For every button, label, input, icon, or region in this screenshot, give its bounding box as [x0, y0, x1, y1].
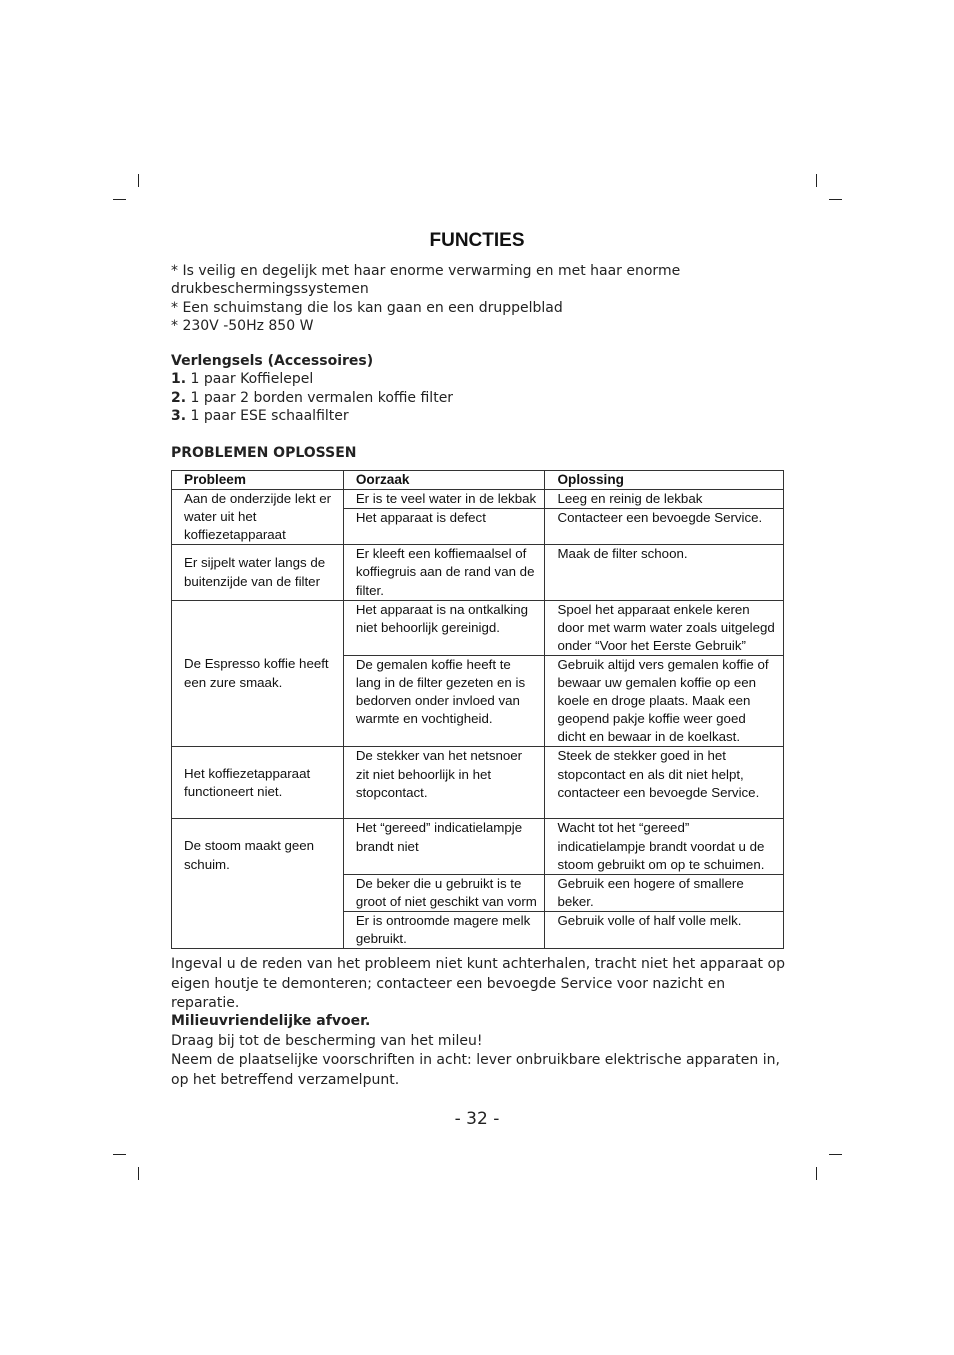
accessories-section [171, 352, 791, 425]
features-list [171, 262, 791, 335]
item-text: 1 paar 2 borden vermalen koffie filter [190, 389, 454, 406]
problem-cell: De stoom maakt geen schuim. [172, 819, 344, 949]
table-row [172, 600, 784, 655]
cause-cell: Het “gereed” indicatielampje brandt niet [343, 819, 545, 874]
problem-cell: Aan de onderzijde lekt er water uit het koffiezetapparaat [172, 490, 344, 545]
cause-cell: De gemalen koffie heeft te lang in de filter gezeten en is bedorven onder invloed van warmte en vochtigheid. [343, 655, 545, 746]
solution-cell: Wacht tot het “gereed” indicatielampje brandt voordat u de stoom gebruikt om op te schuimen. [545, 819, 784, 874]
solution-cell: Steek de stekker goed in het stopcontact en als dit niet helpt, contacteer een bevoegde Service. [545, 747, 784, 819]
table-row [172, 545, 784, 600]
page-title: FUNCTIES [429, 230, 525, 251]
crop-mark [816, 174, 817, 187]
page-number: - 32 - [454, 1109, 500, 1129]
crop-mark [816, 1167, 817, 1180]
crop-mark [113, 1154, 126, 1155]
column-header-problem: Probleem [172, 471, 344, 490]
item-number: 3. [171, 407, 187, 424]
cause-cell: Er is ontroomde magere melk gebruikt. [343, 911, 545, 948]
footnote-text: Ingeval u de reden van het probleem niet kunt achterhalen, tracht niet het apparaat op eigen houtje te demonteren; contacteer een bevoegde Service voor nazicht en reparatie. [171, 956, 785, 1011]
solution-cell: Gebruik altijd vers gemalen koffie of bewaar uw gemalen koffie op een koele en droge plaats. Maak een geopend pakje koffie weer goed dicht en bewaar in de koelkast. [545, 655, 784, 746]
solution-cell: Leeg en reinig de lekbak [545, 490, 784, 509]
crop-mark [138, 1167, 139, 1180]
table-row [172, 819, 784, 874]
feature-line: * Een schuimstang die los kan gaan en een druppelblad [171, 299, 563, 316]
disposal-heading: Milieuvriendelijke afvoer. [171, 1013, 371, 1029]
crop-mark [113, 199, 126, 200]
cause-cell: Er kleeft een koffiemaalsel of koffiegruis aan de rand van de filter. [343, 545, 545, 600]
accessories-heading: Verlengsels (Accessoires) [171, 353, 374, 369]
troubleshooting-footnote [171, 955, 791, 1014]
solution-cell: Maak de filter schoon. [545, 545, 784, 600]
table-row [172, 490, 784, 509]
item-text: 1 paar Koffielepel [190, 371, 314, 388]
cause-cell: Het apparaat is na ontkalking niet behoorlijk gereinigd. [343, 600, 545, 655]
cause-cell: Het apparaat is defect [343, 509, 545, 545]
feature-line: * Is veilig en degelijk met haar enorme verwarming en met haar enorme drukbeschermingssystemen [171, 263, 681, 298]
item-text: 1 paar ESE schaalfilter [190, 407, 349, 424]
item-number: 2. [171, 389, 187, 406]
problem-cell: Het koffiezetapparaat functioneert niet. [172, 747, 344, 819]
column-header-solution: Oplossing [545, 471, 784, 490]
table-header-row [172, 471, 784, 490]
crop-mark [829, 199, 842, 200]
disposal-line: Neem de plaatselijke voorschriften in acht: lever onbruikbare elektrische apparaten in, op het betreffend verzamelpunt. [171, 1052, 780, 1088]
problem-cell: Er sijpelt water langs de buitenzijde van de filter [172, 545, 344, 600]
troubleshooting-table [171, 470, 784, 949]
troubleshooting-heading: PROBLEMEN OPLOSSEN [171, 445, 357, 461]
cause-cell: De stekker van het netsnoer zit niet behoorlijk in het stopcontact. [343, 747, 545, 819]
solution-cell: Gebruik volle of half volle melk. [545, 911, 784, 948]
disposal-section [171, 1012, 791, 1090]
solution-cell: Contacteer een bevoegde Service. [545, 509, 784, 545]
feature-line: * 230V -50Hz 850 W [171, 317, 314, 334]
solution-cell: Spoel het apparaat enkele keren door met warm water zoals uitgelegd onder “Voor het Eerste Gebruik” [545, 600, 784, 655]
disposal-line: Draag bij tot de bescherming van het mileu! [171, 1032, 483, 1049]
table-row [172, 747, 784, 819]
item-number: 1. [171, 371, 187, 388]
solution-cell: Gebruik een hogere of smallere beker. [545, 874, 784, 911]
crop-mark [829, 1154, 842, 1155]
cause-cell: De beker die u gebruikt is te groot of niet geschikt van vorm [343, 874, 545, 911]
cause-cell: Er is te veel water in de lekbak [343, 490, 545, 509]
column-header-cause: Oorzaak [343, 471, 545, 490]
accessory-item [171, 389, 791, 407]
accessory-item [171, 370, 791, 388]
problem-cell: De Espresso koffie heeft een zure smaak. [172, 600, 344, 747]
accessory-item [171, 407, 791, 425]
crop-mark [138, 174, 139, 187]
